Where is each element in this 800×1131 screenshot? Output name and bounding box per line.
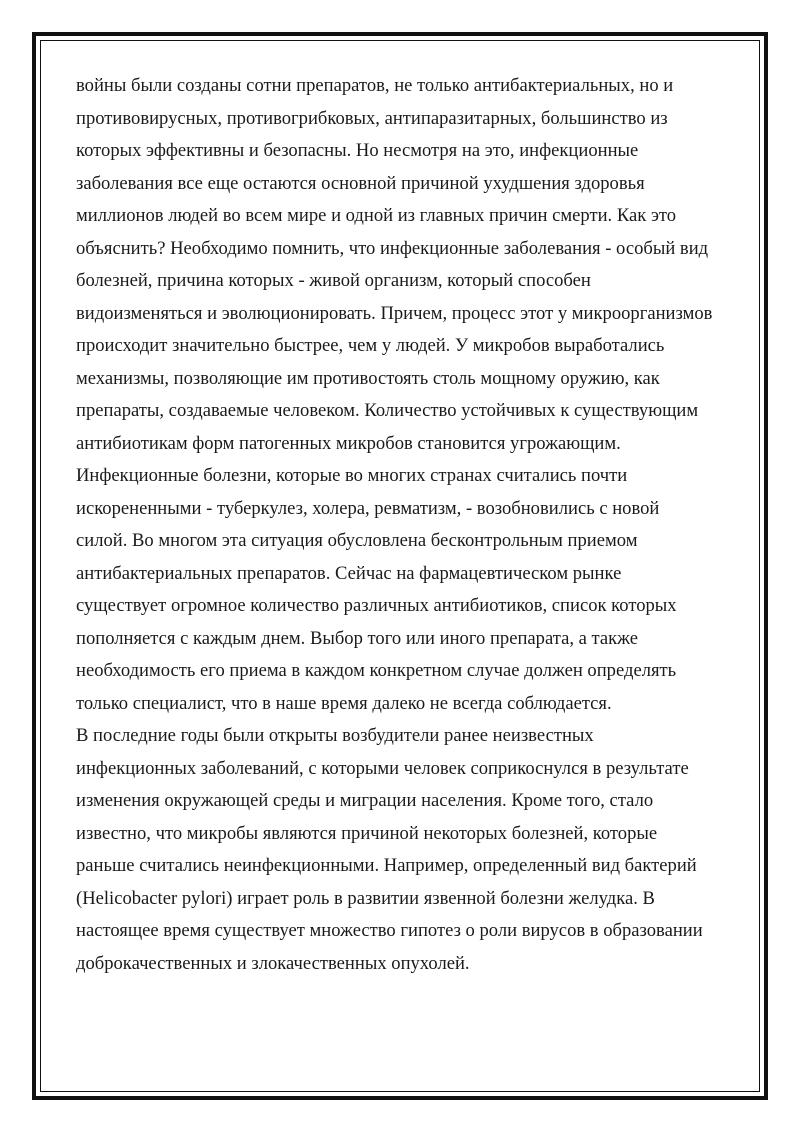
text-line: раньше считались неинфекционными. Например, определенный вид бактерий [76,855,697,876]
text-line: противовирусных, противогрибковых, антипаразитарных, большинство из [76,107,668,129]
text-line: объяснить? Необходимо помнить, что инфекционные заболевания - особый вид [76,237,709,259]
text-line: войны были созданы сотни препаратов, не только антибактериальных, но и [76,75,674,96]
text-line: антибиотикам форм патогенных микробов становится угрожающим. [76,432,621,454]
text-line: заболевания все еще остаются основной причиной ухудшения здоровья [76,172,645,194]
document-body [76,70,736,980]
text-line: пополняется с каждым днем. Выбор того или иного препарата, а также [76,627,639,649]
text-line: препараты, создаваемые человеком. Количество устойчивых к существующим [76,400,699,421]
text-line: механизмы, позволяющие им противостоять столь мощному оружию, как [76,367,660,389]
text-line: миллионов людей во всем мире и одной из главных причин смерти. Как это [76,205,677,226]
text-line: В последние годы были открыты возбудители ранее неизвестных [76,725,594,746]
text-line: инфекционных заболеваний, с которыми человек соприкоснулся в результате [76,757,689,779]
text-line: Инфекционные болезни, которые во многих странах считались почти [76,465,628,486]
text-line: только специалист, что в наше время далеко не всегда соблюдается. [76,692,612,714]
text-line: искорененными - туберкулез, холера, ревматизм, - возобновились с новой [76,497,660,519]
text-line: настоящее время существует множество гипотез о роли вирусов в образовании [76,920,703,941]
text-line: необходимость его приема в каждом конкретном случае должен определять [76,660,677,681]
text-line: видоизменяться и эволюционировать. Причем, процесс этот у микроорганизмов [76,302,713,324]
text-line: известно, что микробы являются причиной некоторых болезней, которые [76,822,658,844]
text-line: (Helicobacter pylori) играет роль в развитии язвенной болезни желудка. В [76,887,655,909]
text-line: которых эффективны и безопасны. Но несмотря на это, инфекционные [76,140,639,161]
text-line: происходит значительно быстрее, чем у людей. У микробов выработались [76,335,665,356]
text-line: существует огромное количество различных антибиотиков, список которых [76,595,677,616]
text-line: антибактериальных препаратов. Сейчас на фармацевтическом рынке [76,562,622,584]
text-line: силой. Во многом эта ситуация обусловлена бесконтрольным приемом [76,530,638,551]
text-line: изменения окружающей среды и миграции населения. Кроме того, стало [76,790,654,811]
text-line: болезней, причина которых - живой организм, который способен [76,270,591,291]
text-line: доброкачественных и злокачественных опухолей. [76,952,470,974]
